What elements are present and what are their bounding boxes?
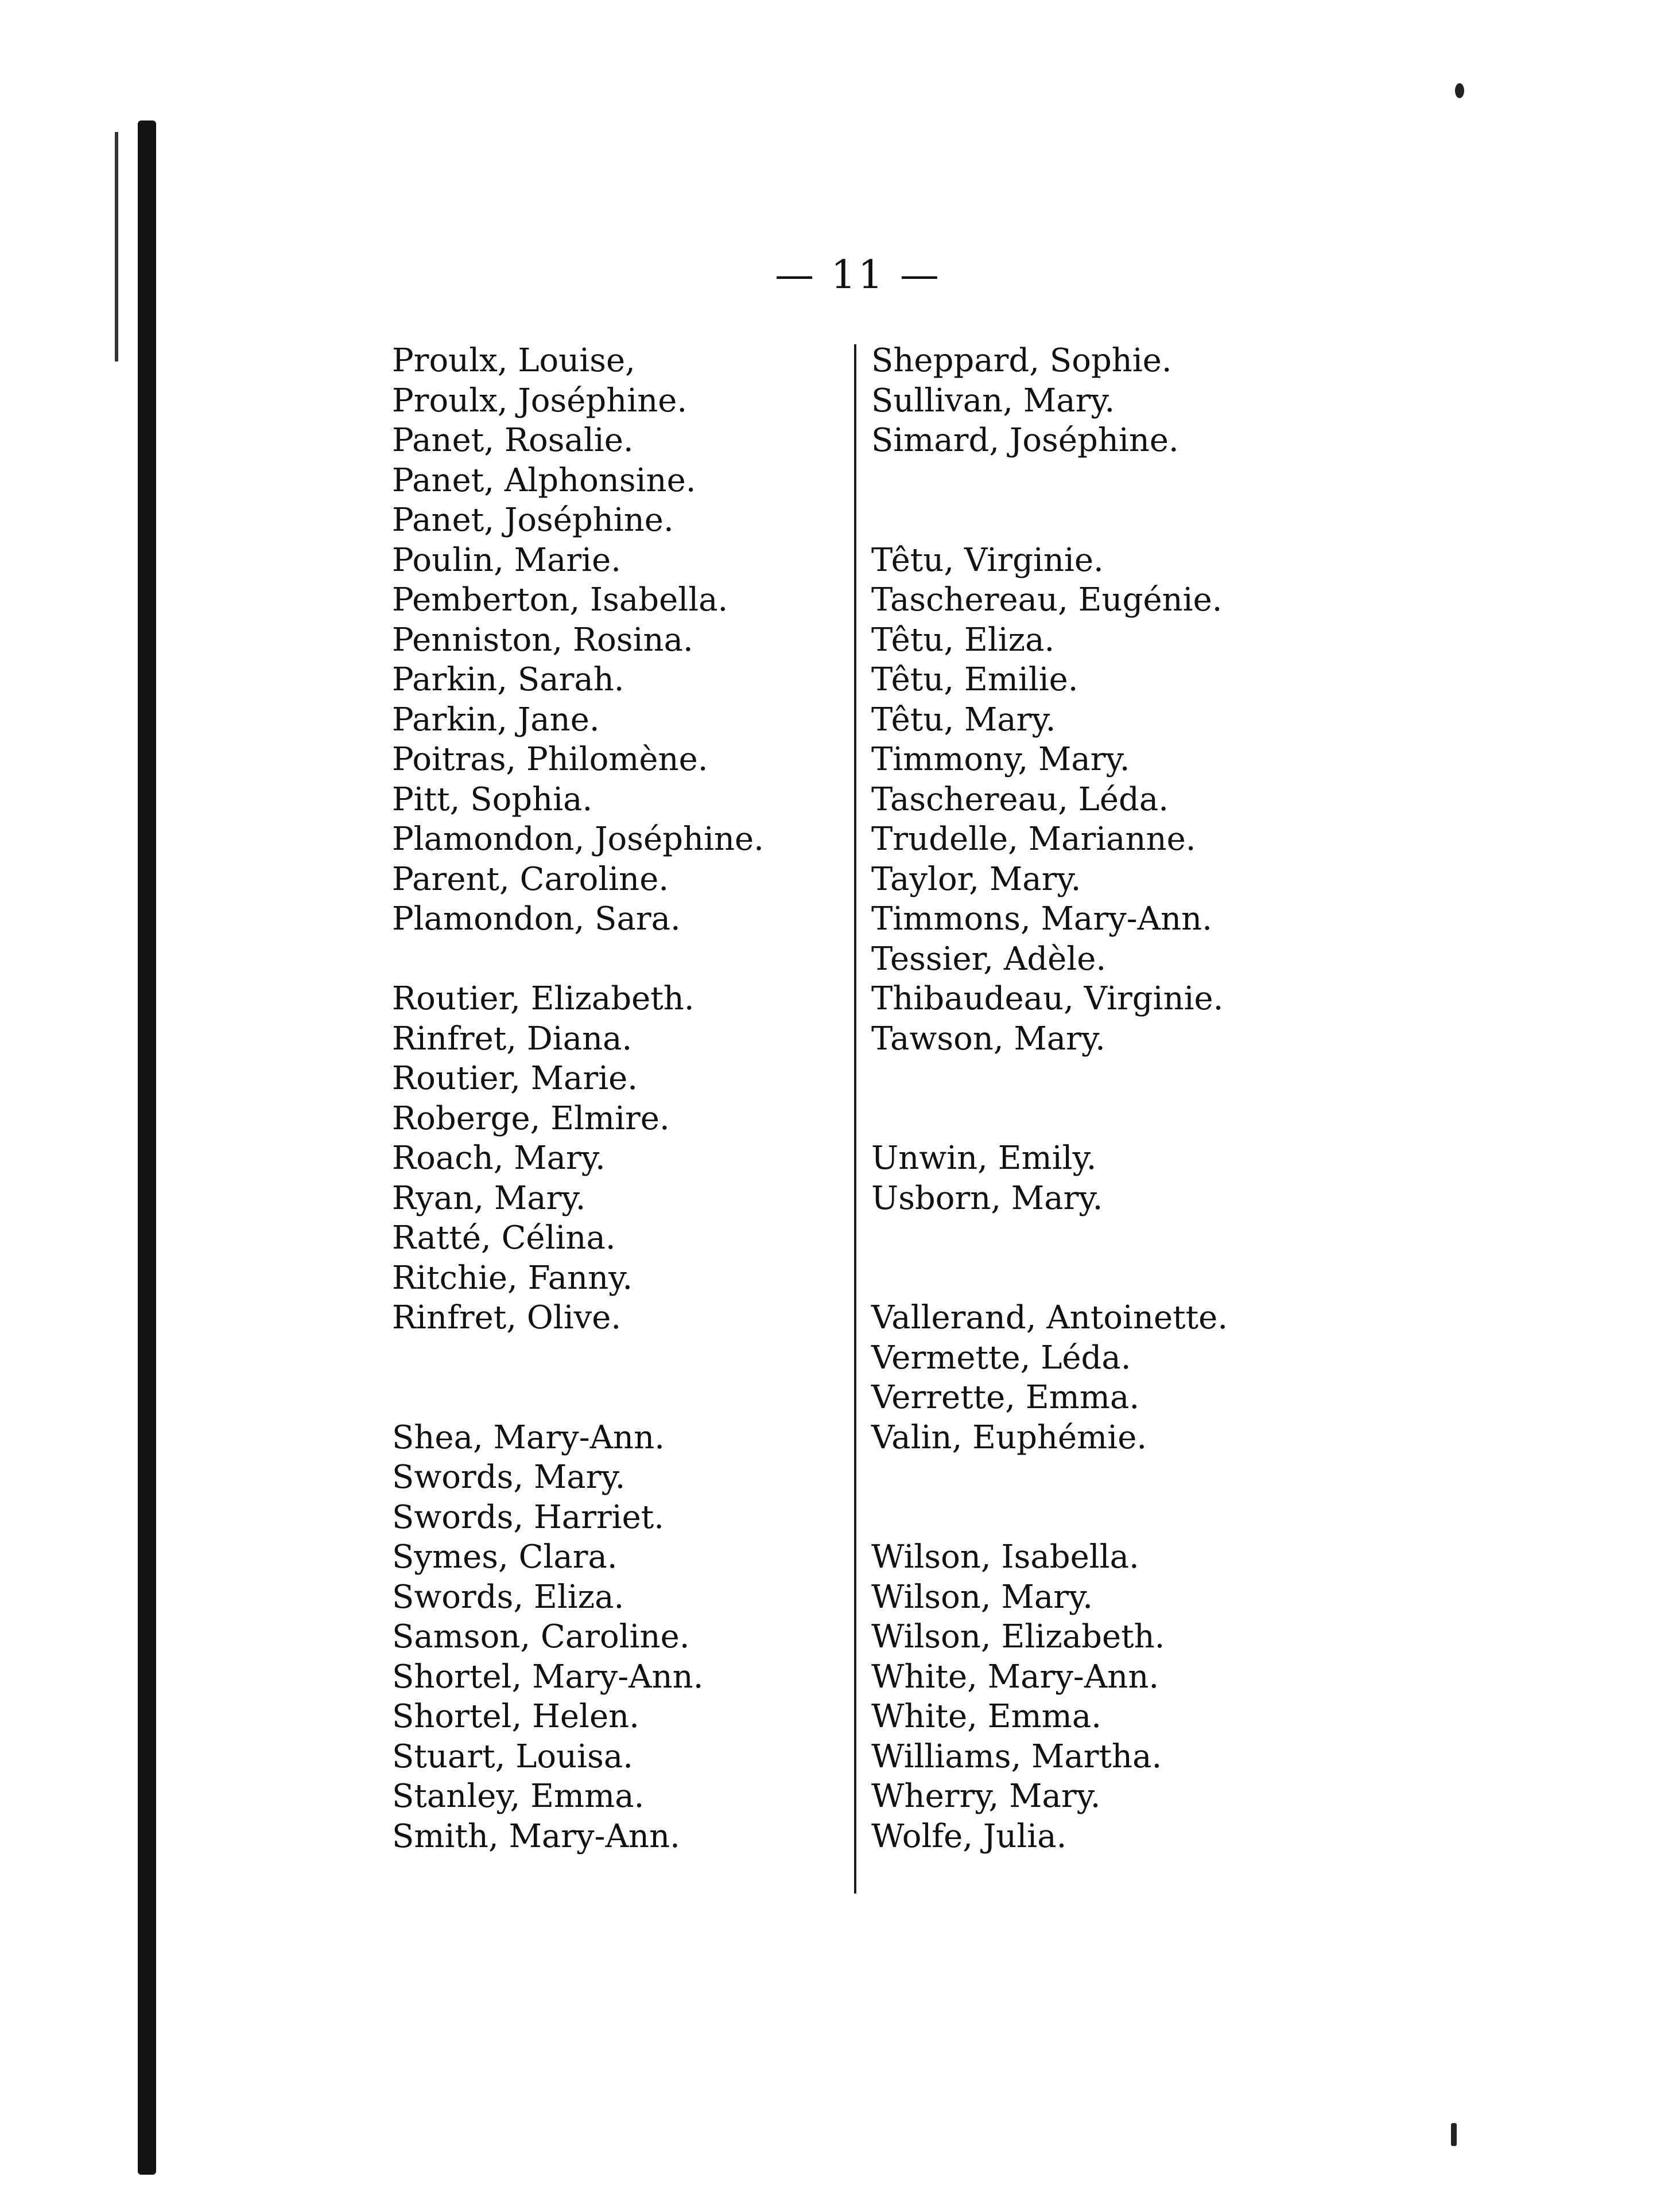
list-item: Poulin, Marie.: [392, 541, 622, 579]
list-item: Wilson, Isabella.: [871, 1538, 1139, 1576]
list-item: Swords, Eliza.: [392, 1578, 624, 1616]
list-item: Ritchie, Fanny.: [392, 1259, 633, 1297]
list-item: Wilson, Elizabeth.: [871, 1618, 1165, 1655]
list-item: Têtu, Eliza.: [871, 621, 1055, 659]
list-item: Sullivan, Mary.: [871, 382, 1115, 419]
list-item: Tawson, Mary.: [871, 1020, 1105, 1058]
list-item: Wherry, Mary.: [871, 1778, 1101, 1815]
list-item: Routier, Elizabeth.: [392, 980, 694, 1017]
list-item: Panet, Joséphine.: [392, 502, 674, 539]
list-item: Pemberton, Isabella.: [392, 581, 728, 619]
list-gap: [392, 939, 764, 979]
list-item: Taschereau, Eugénie.: [871, 581, 1223, 619]
list-item: Roach, Mary.: [392, 1140, 606, 1177]
list-item: Rinfret, Diana.: [392, 1020, 633, 1058]
list-item: Rinfret, Olive.: [392, 1299, 622, 1336]
list-item: Usborn, Mary.: [871, 1179, 1103, 1217]
list-item: Panet, Alphonsine.: [392, 461, 696, 499]
list-item: Têtu, Virginie.: [871, 541, 1104, 579]
list-item: Shortel, Mary-Ann.: [392, 1658, 704, 1696]
list-item: Taylor, Mary.: [871, 860, 1081, 898]
list-item: Stuart, Louisa.: [392, 1737, 633, 1775]
list-item: Plamondon, Sara.: [392, 900, 681, 938]
list-item: Swords, Mary.: [392, 1459, 626, 1496]
list-item: Shortel, Helen.: [392, 1698, 639, 1735]
list-gap: [871, 1457, 1228, 1498]
list-gap: [871, 1258, 1228, 1299]
list-item: Tessier, Adèle.: [871, 940, 1107, 978]
list-item: Williams, Martha.: [871, 1737, 1162, 1775]
list-item: Routier, Marie.: [392, 1060, 638, 1097]
list-item: Taschereau, Léda.: [871, 780, 1169, 818]
list-item: Samson, Caroline.: [392, 1618, 690, 1655]
binding-edge: [138, 120, 156, 2175]
list-gap: [871, 461, 1228, 501]
list-item: Ryan, Mary.: [392, 1179, 586, 1217]
list-item: Timmons, Mary-Ann.: [871, 900, 1213, 938]
list-item: Proulx, Joséphine.: [392, 382, 688, 419]
ink-speck: [1451, 2123, 1457, 2146]
page-number: — 11 —: [775, 252, 941, 298]
list-item: Proulx, Louise,: [392, 342, 635, 379]
list-item: Symes, Clara.: [392, 1538, 618, 1576]
name-list-right: [871, 341, 1228, 1856]
list-item: Vermette, Léda.: [871, 1339, 1131, 1377]
list-item: White, Emma.: [871, 1698, 1102, 1735]
list-gap: [392, 1378, 764, 1418]
list-item: Penniston, Rosina.: [392, 621, 693, 659]
list-item: Unwin, Emily.: [871, 1140, 1097, 1177]
list-gap: [871, 1059, 1228, 1099]
list-item: Wilson, Mary.: [871, 1578, 1093, 1616]
list-gap: [871, 1099, 1228, 1139]
list-item: Parkin, Jane.: [392, 701, 600, 738]
list-gap: [392, 1338, 764, 1378]
list-item: Ratté, Célina.: [392, 1219, 616, 1257]
list-item: Stanley, Emma.: [392, 1778, 645, 1815]
list-item: Parkin, Sarah.: [392, 661, 624, 698]
list-gap: [871, 1218, 1228, 1258]
ink-speck: [1455, 83, 1464, 98]
name-list-left: [392, 341, 764, 1856]
binding-thread: [115, 132, 118, 361]
list-item: Thibaudeau, Virginie.: [871, 980, 1224, 1017]
list-item: Pitt, Sophia.: [392, 780, 593, 818]
list-item: Swords, Harriet.: [392, 1498, 665, 1536]
list-item: Trudelle, Marianne.: [871, 821, 1196, 858]
list-item: Parent, Caroline.: [392, 860, 669, 898]
column-divider: [854, 344, 856, 1894]
list-item: White, Mary-Ann.: [871, 1658, 1159, 1696]
list-item: Têtu, Mary.: [871, 701, 1056, 738]
list-item: Timmony, Mary.: [871, 741, 1130, 778]
list-item: Plamondon, Joséphine.: [392, 821, 764, 858]
list-item: Smith, Mary-Ann.: [392, 1817, 680, 1855]
list-gap: [871, 1498, 1228, 1538]
list-item: Vallerand, Antoinette.: [871, 1299, 1228, 1336]
list-item: Panet, Rosalie.: [392, 422, 634, 459]
list-item: Simard, Joséphine.: [871, 422, 1179, 459]
list-item: Wolfe, Julia.: [871, 1817, 1067, 1855]
list-item: Têtu, Emilie.: [871, 661, 1078, 698]
list-item: Shea, Mary-Ann.: [392, 1418, 665, 1456]
list-item: Poitras, Philomène.: [392, 741, 708, 778]
list-item: Sheppard, Sophie.: [871, 342, 1172, 379]
list-gap: [871, 500, 1228, 541]
list-item: Verrette, Emma.: [871, 1379, 1140, 1416]
list-item: Valin, Euphémie.: [871, 1418, 1147, 1456]
list-item: Roberge, Elmire.: [392, 1099, 670, 1137]
